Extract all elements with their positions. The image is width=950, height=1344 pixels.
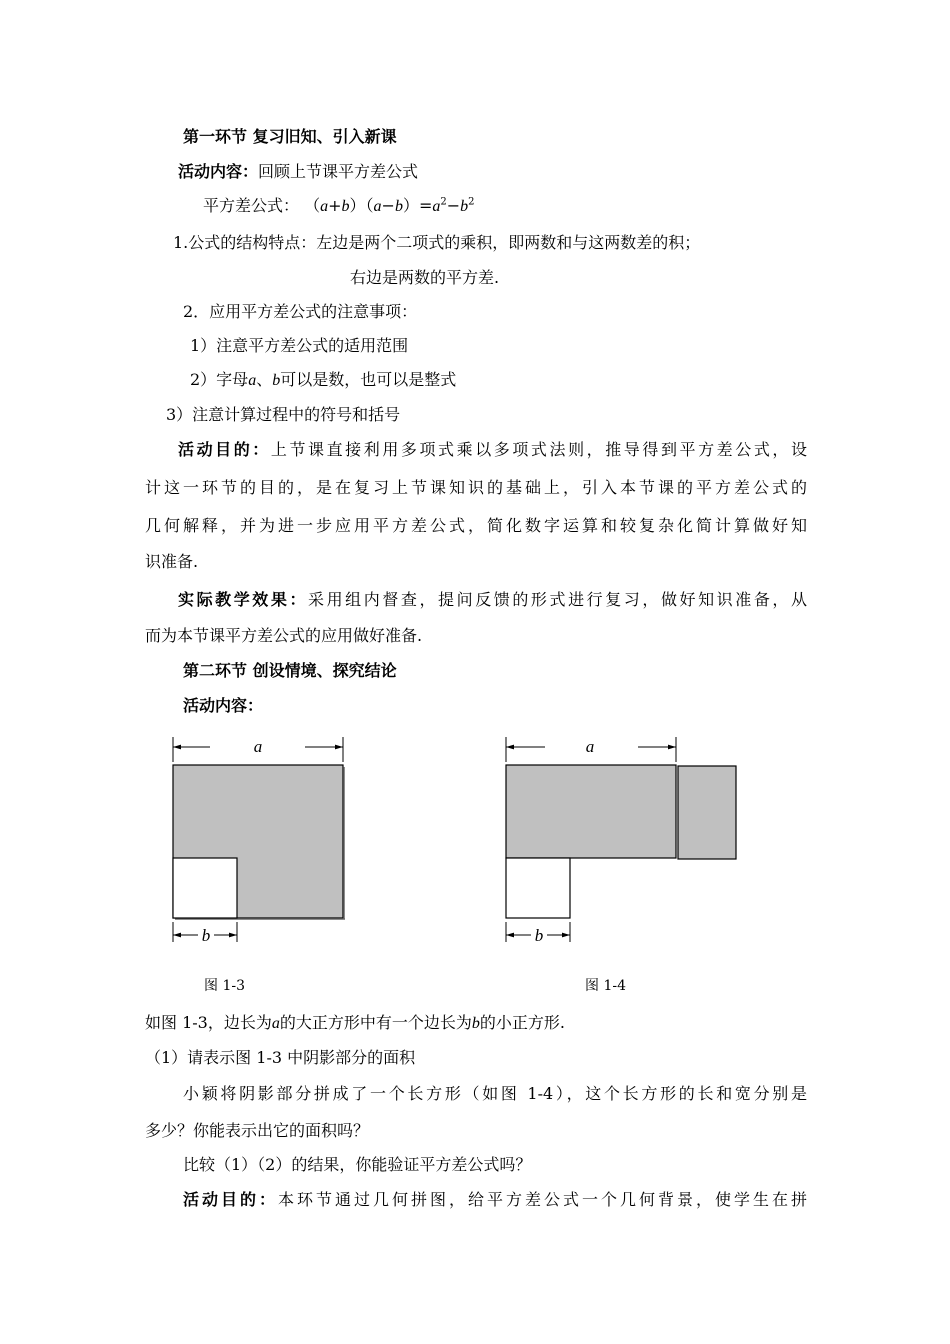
fig1-label-b: b xyxy=(201,926,211,945)
goal-line1: 活动目的：上节课直接利用多项式乘以多项式法则，推导得到平方差公式，设 xyxy=(178,440,807,459)
figure-1-3 xyxy=(173,737,345,945)
rectangle-part-1 xyxy=(506,765,676,858)
note1-line: 1）注意平方差公式的适用范围 xyxy=(190,336,409,355)
note2-line: 2）字母a、b可以是数，也可以是整式 xyxy=(190,370,457,389)
goal-line4: 识准备. xyxy=(145,552,199,571)
point2-line: 2．应用平方差公式的注意事项： xyxy=(183,302,418,321)
fig2-label-a: a xyxy=(585,737,595,756)
section2-goal-line: 活动目的：本环节通过几何拼图，给平方差公式一个几何背景，使学生在拼 xyxy=(183,1190,807,1209)
figure-description: 如图 1-3，边长为a的大正方形中有一个边长为b的小正方形. xyxy=(145,1013,565,1032)
section1-title: 第一环节 复习旧知、引入新课 xyxy=(183,127,397,146)
point1-line-b: 右边是两数的平方差. xyxy=(350,268,500,287)
content-label: 活动内容： xyxy=(178,162,259,181)
formula-label: 平方差公式： xyxy=(203,196,300,215)
small-square-outline xyxy=(506,858,570,918)
point1-line-a: 1.公式的结构特点：左边是两个二项式的乘积，即两数和与这两数差的积； xyxy=(173,233,701,252)
question-1: （1）请表示图 1-3 中阴影部分的面积 xyxy=(145,1048,416,1067)
content-text: 回顾上节课平方差公式 xyxy=(258,162,419,181)
section2-title: 第二环节 创设情境、探究结论 xyxy=(183,661,397,680)
note3-line: 3）注意计算过程中的符号和括号 xyxy=(166,405,401,424)
effect-line2: 而为本节课平方差公式的应用做好准备. xyxy=(145,626,423,645)
figure-1-4 xyxy=(506,737,736,945)
fig1-caption: 图 1-3 xyxy=(204,978,245,994)
goal-line2: 计这一环节的目的，是在复习上节课知识的基础上，引入本节课的平方差公式的 xyxy=(145,478,807,497)
fig2-label-b: b xyxy=(534,926,544,945)
fig1-label-a: a xyxy=(253,737,263,756)
formula: $(a+b)(a-b)=a^2-b^2$ xyxy=(304,196,475,215)
goal-line3: 几何解释，并为进一步应用平方差公式，简化数字运算和较复杂化简计算做好知 xyxy=(145,516,807,535)
fig2-caption: 图 1-4 xyxy=(585,978,626,994)
effect-line1: 实际教学效果：采用组内督查，提问反馈的形式进行复习，做好知识准备，从 xyxy=(178,590,807,609)
rectangle-part-2 xyxy=(678,766,736,859)
section2-content-label: 活动内容： xyxy=(183,696,264,715)
compare-line: 比较（1）（2）的结果，你能验证平方差公式吗？ xyxy=(183,1155,532,1174)
para-line2: 多少？你能表示出它的面积吗？ xyxy=(145,1121,370,1140)
para-line1: 小颖将阴影部分拼成了一个长方形（如图 1-4），这个长方形的长和宽分别是 xyxy=(183,1084,807,1103)
small-square xyxy=(173,858,237,918)
